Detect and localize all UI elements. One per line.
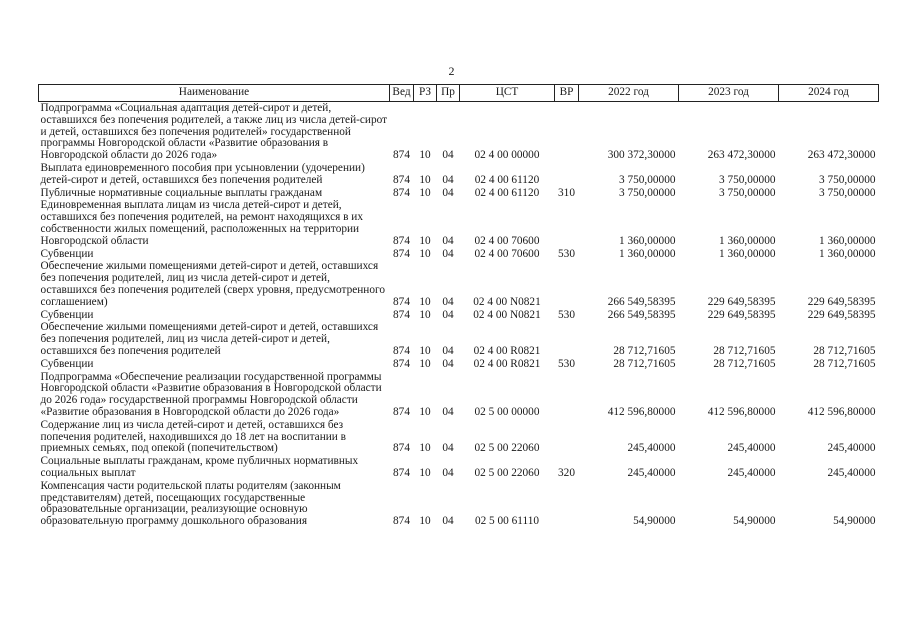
- row-pr: 04: [442, 466, 454, 479]
- row-2022: 28 712,71605: [613, 344, 676, 357]
- row-name: Субвенции: [40, 247, 94, 260]
- row-name: Компенсация части родительской платы родителям (законным представителям) детей, посещающих государственные образовательные организации, реализующие основную образовательную программу дошкольного образования: [40, 479, 341, 528]
- row-2024: 3 750,00000: [819, 173, 876, 186]
- row-ved: 874: [393, 344, 410, 357]
- table-row: [39, 419, 879, 455]
- row-vr: [555, 419, 579, 455]
- table-row: [39, 371, 879, 419]
- row-2022: 245,40000: [627, 466, 676, 479]
- row-rz: 10: [419, 466, 431, 479]
- row-vr: 320: [558, 466, 575, 479]
- row-2023: 229 649,58395: [707, 295, 776, 308]
- row-cst: 02 5 00 22060: [474, 466, 540, 479]
- budget-table: [38, 84, 879, 528]
- row-rz: 10: [419, 515, 431, 528]
- row-ved: 874: [393, 149, 410, 162]
- row-2022: 245,40000: [627, 442, 676, 455]
- row-vr: 530: [558, 308, 575, 321]
- table-row: [39, 309, 879, 322]
- row-2024: 229 649,58395: [807, 295, 876, 308]
- row-pr: 04: [442, 515, 454, 528]
- row-pr: 04: [442, 149, 454, 162]
- row-ved: 874: [393, 186, 410, 199]
- row-rz: 10: [419, 442, 431, 455]
- row-ved: 874: [393, 234, 410, 247]
- row-vr: [555, 321, 579, 357]
- row-2023: 3 750,00000: [719, 186, 776, 199]
- row-2022: 28 712,71605: [613, 357, 676, 370]
- row-cst: 02 5 00 00000: [474, 405, 540, 418]
- row-cst: 02 4 00 61120: [474, 173, 540, 186]
- row-cst: 02 4 00 61120: [474, 186, 540, 199]
- row-rz: 10: [419, 149, 431, 162]
- row-pr: 04: [442, 442, 454, 455]
- row-cst: 02 4 00 N0821: [473, 295, 541, 308]
- row-rz: 10: [419, 344, 431, 357]
- row-cst: 02 4 00 N0821: [473, 308, 541, 321]
- row-2023: 245,40000: [727, 466, 776, 479]
- row-cst: 02 4 00 R0821: [473, 344, 541, 357]
- row-2022: 300 372,30000: [607, 149, 676, 162]
- row-2024: 245,40000: [827, 466, 876, 479]
- row-2024: 1 360,00000: [819, 234, 876, 247]
- row-pr: 04: [442, 186, 454, 199]
- row-2022: 1 360,00000: [619, 247, 676, 260]
- row-ved: 874: [393, 247, 410, 260]
- row-vr: [555, 162, 579, 187]
- header-vr: ВР: [555, 85, 579, 102]
- header-pr: Пр: [437, 85, 460, 102]
- row-name: Обеспечение жилыми помещениями детей-сирот и детей, оставшихся без попечения родителей, лиц из числа детей-сирот и детей, оставшихся без попечения родителей: [40, 321, 379, 357]
- row-vr: [555, 371, 579, 419]
- header-2023: 2023 год: [679, 85, 779, 102]
- row-2022: 3 750,00000: [619, 173, 676, 186]
- row-rz: 10: [419, 247, 431, 260]
- row-name: Подпрограмма «Социальная адаптация детей-сирот и детей, оставшихся без попечения родителей, а также лиц из числа детей-сирот и детей, оставшихся без попечения родителей» государственной программы Новгородской области «Развитие образования в Новгородской области до 2026 года»: [40, 102, 388, 162]
- row-cst: 02 5 00 61110: [474, 515, 540, 528]
- row-vr: [555, 102, 579, 162]
- row-ved: 874: [393, 515, 410, 528]
- row-vr: 310: [558, 186, 575, 199]
- row-ved: 874: [393, 357, 410, 370]
- row-pr: 04: [442, 405, 454, 418]
- row-pr: 04: [442, 295, 454, 308]
- row-2024: 54,90000: [833, 515, 876, 528]
- row-2024: 3 750,00000: [819, 186, 876, 199]
- row-cst: 02 4 00 R0821: [473, 357, 541, 370]
- row-name: Субвенции: [40, 357, 94, 370]
- header-name: Наименование: [39, 85, 390, 102]
- row-pr: 04: [442, 247, 454, 260]
- row-rz: 10: [419, 308, 431, 321]
- row-2023: 229 649,58395: [707, 308, 776, 321]
- row-2023: 245,40000: [727, 442, 776, 455]
- row-2024: 28 712,71605: [813, 357, 876, 370]
- row-cst: 02 4 00 70600: [474, 234, 540, 247]
- row-rz: 10: [419, 173, 431, 186]
- row-2023: 1 360,00000: [719, 234, 776, 247]
- table-row: [39, 102, 879, 162]
- row-2024: 263 472,30000: [807, 149, 876, 162]
- row-name: Единовременная выплата лицам из числа детей-сирот и детей, оставшихся без попечения родителей, на ремонт находящихся в их собственности жилых помещений, расположенных на территории Новгородской области: [40, 199, 363, 247]
- row-name: Выплата единовременного пособия при усыновлении (удочерении) детей-сирот и детей, оставшихся без попечения родителей: [40, 161, 365, 186]
- row-2022: 54,90000: [633, 515, 676, 528]
- table-row: [39, 248, 879, 261]
- row-ved: 874: [393, 295, 410, 308]
- table-row: [39, 455, 879, 480]
- row-2023: 263 472,30000: [707, 149, 776, 162]
- row-ved: 874: [393, 442, 410, 455]
- row-2022: 1 360,00000: [619, 234, 676, 247]
- row-rz: 10: [419, 234, 431, 247]
- row-rz: 10: [419, 357, 431, 370]
- table-row: [39, 187, 879, 200]
- row-vr: [555, 480, 579, 528]
- row-2023: 28 712,71605: [713, 344, 776, 357]
- table-row: [39, 162, 879, 187]
- row-name: Публичные нормативные социальные выплаты гражданам: [40, 186, 323, 199]
- row-2024: 1 360,00000: [819, 247, 876, 260]
- row-2022: 266 549,58395: [607, 295, 676, 308]
- header-ved: Вед: [390, 85, 414, 102]
- row-ved: 874: [393, 466, 410, 479]
- row-vr: [555, 199, 579, 247]
- row-2023: 412 596,80000: [707, 405, 776, 418]
- table-row: [39, 358, 879, 371]
- row-cst: 02 4 00 70600: [474, 247, 540, 260]
- row-2024: 412 596,80000: [807, 405, 876, 418]
- row-2023: 3 750,00000: [719, 173, 776, 186]
- table-row: [39, 260, 879, 308]
- table-row: [39, 480, 879, 528]
- table-header-row: [39, 85, 879, 102]
- row-2023: 1 360,00000: [719, 247, 776, 260]
- row-name: Субвенции: [40, 308, 94, 321]
- row-rz: 10: [419, 405, 431, 418]
- row-vr: 530: [558, 357, 575, 370]
- row-2024: 28 712,71605: [813, 344, 876, 357]
- row-2022: 266 549,58395: [607, 308, 676, 321]
- row-2023: 28 712,71605: [713, 357, 776, 370]
- header-rz: РЗ: [414, 85, 437, 102]
- row-name: Обеспечение жилыми помещениями детей-сирот и детей, оставшихся без попечения родителей, лиц из числа детей-сирот и детей, оставшихся без попечения родителей (сверх уровня, предусмотренного соглашением): [40, 260, 385, 308]
- row-cst: 02 4 00 00000: [474, 149, 540, 162]
- header-2024: 2024 год: [779, 85, 879, 102]
- row-2023: 54,90000: [733, 515, 776, 528]
- row-ved: 874: [393, 173, 410, 186]
- page-number: 2: [448, 64, 455, 78]
- row-2022: 412 596,80000: [607, 405, 676, 418]
- table-row: [39, 321, 879, 357]
- row-2024: 245,40000: [827, 442, 876, 455]
- row-cst: 02 5 00 22060: [474, 442, 540, 455]
- row-pr: 04: [442, 357, 454, 370]
- row-rz: 10: [419, 186, 431, 199]
- row-2024: 229 649,58395: [807, 308, 876, 321]
- row-name: Подпрограмма «Обеспечение реализации государственной программы Новгородской области «Развитие образования в Новгородской области до 2026 года» государственной программы Новгородской области «Развитие образования в Новгородской области до 2026 года»: [40, 370, 382, 418]
- row-ved: 874: [393, 308, 410, 321]
- row-rz: 10: [419, 295, 431, 308]
- header-2022: 2022 год: [579, 85, 679, 102]
- row-ved: 874: [393, 405, 410, 418]
- table-row: [39, 199, 879, 247]
- header-cst: ЦСТ: [460, 85, 555, 102]
- row-pr: 04: [442, 308, 454, 321]
- row-pr: 04: [442, 234, 454, 247]
- row-pr: 04: [442, 173, 454, 186]
- row-name: Социальные выплаты гражданам, кроме публичных нормативных социальных выплат: [40, 455, 359, 479]
- row-vr: [555, 260, 579, 308]
- row-2022: 3 750,00000: [619, 186, 676, 199]
- row-pr: 04: [442, 344, 454, 357]
- row-vr: 530: [558, 247, 575, 260]
- row-name: Содержание лиц из числа детей-сирот и детей, оставшихся без попечения родителей, находившихся до 18 лет на воспитании в приемных семьях, под опекой (попечительством): [40, 418, 346, 455]
